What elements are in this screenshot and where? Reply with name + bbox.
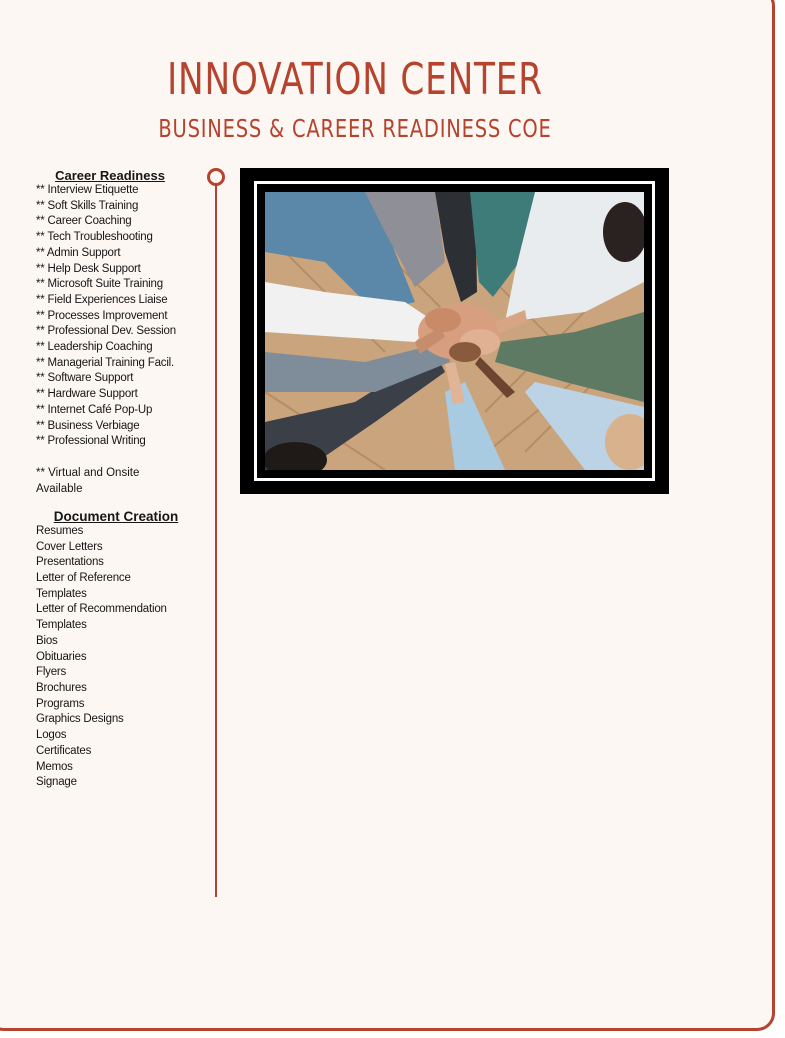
list-item: Flyers bbox=[36, 666, 67, 679]
list-item: ** Professional Dev. Session bbox=[36, 325, 176, 338]
career-readiness-heading: Career Readiness bbox=[55, 168, 165, 183]
list-item: ** Interview Etiquette bbox=[36, 184, 139, 196]
list-item: Obituaries bbox=[36, 650, 87, 663]
list-item: ** Admin Support bbox=[36, 246, 121, 259]
list-item: Cover Letters bbox=[36, 540, 103, 553]
team-hands-illustration bbox=[265, 192, 644, 470]
sidebar bbox=[36, 168, 204, 791]
list-item: ** Tech Troubleshooting bbox=[36, 231, 153, 244]
page-subtitle: BUSINESS & CAREER READINESS COE bbox=[158, 114, 552, 143]
list-item: Presentations bbox=[36, 556, 104, 569]
timeline-dot-icon bbox=[207, 168, 225, 186]
document-creation-list bbox=[36, 524, 204, 791]
list-item: ** Business Verbiage bbox=[36, 419, 140, 432]
list-item: ** Software Support bbox=[36, 372, 134, 385]
availability-note: ** Virtual and Onsite Available bbox=[36, 466, 140, 495]
list-item: Letter of Recommendation bbox=[36, 603, 167, 616]
list-item: ** Professional Writing bbox=[36, 435, 146, 448]
list-item: Brochures bbox=[36, 681, 87, 694]
list-item: Certificates bbox=[36, 744, 92, 757]
list-item: Graphics Designs bbox=[36, 713, 124, 726]
list-item: Programs bbox=[36, 697, 85, 710]
photo-frame bbox=[240, 168, 669, 494]
list-item: ** Microsoft Suite Training bbox=[36, 278, 163, 291]
timeline-line bbox=[215, 185, 217, 897]
list-item: Resumes bbox=[36, 524, 84, 537]
list-item: ** Leadership Coaching bbox=[36, 341, 153, 354]
document-creation-heading: Document Creation bbox=[53, 508, 179, 524]
list-item: Letter of Reference bbox=[36, 572, 131, 585]
page-title: INNOVATION CENTER bbox=[167, 54, 543, 105]
list-item: Templates bbox=[36, 619, 87, 632]
list-item: ** Hardware Support bbox=[36, 388, 138, 401]
list-item: Memos bbox=[36, 760, 73, 773]
list-item: Templates bbox=[36, 587, 87, 600]
list-item: ** Soft Skills Training bbox=[36, 199, 139, 212]
list-item: ** Help Desk Support bbox=[36, 262, 141, 275]
team-hands-photo bbox=[265, 192, 644, 470]
list-item: ** Managerial Training Facil. bbox=[36, 356, 175, 369]
list-item: Bios bbox=[36, 634, 58, 647]
list-item: Signage bbox=[36, 776, 77, 789]
career-readiness-list bbox=[36, 183, 204, 450]
list-item: ** Processes Improvement bbox=[36, 309, 168, 322]
photo-border bbox=[254, 181, 655, 481]
list-item: ** Internet Café Pop-Up bbox=[36, 403, 153, 416]
list-item: ** Career Coaching bbox=[36, 215, 132, 228]
list-item: Logos bbox=[36, 729, 67, 742]
list-item: ** Field Experiences Liaise bbox=[36, 293, 168, 306]
